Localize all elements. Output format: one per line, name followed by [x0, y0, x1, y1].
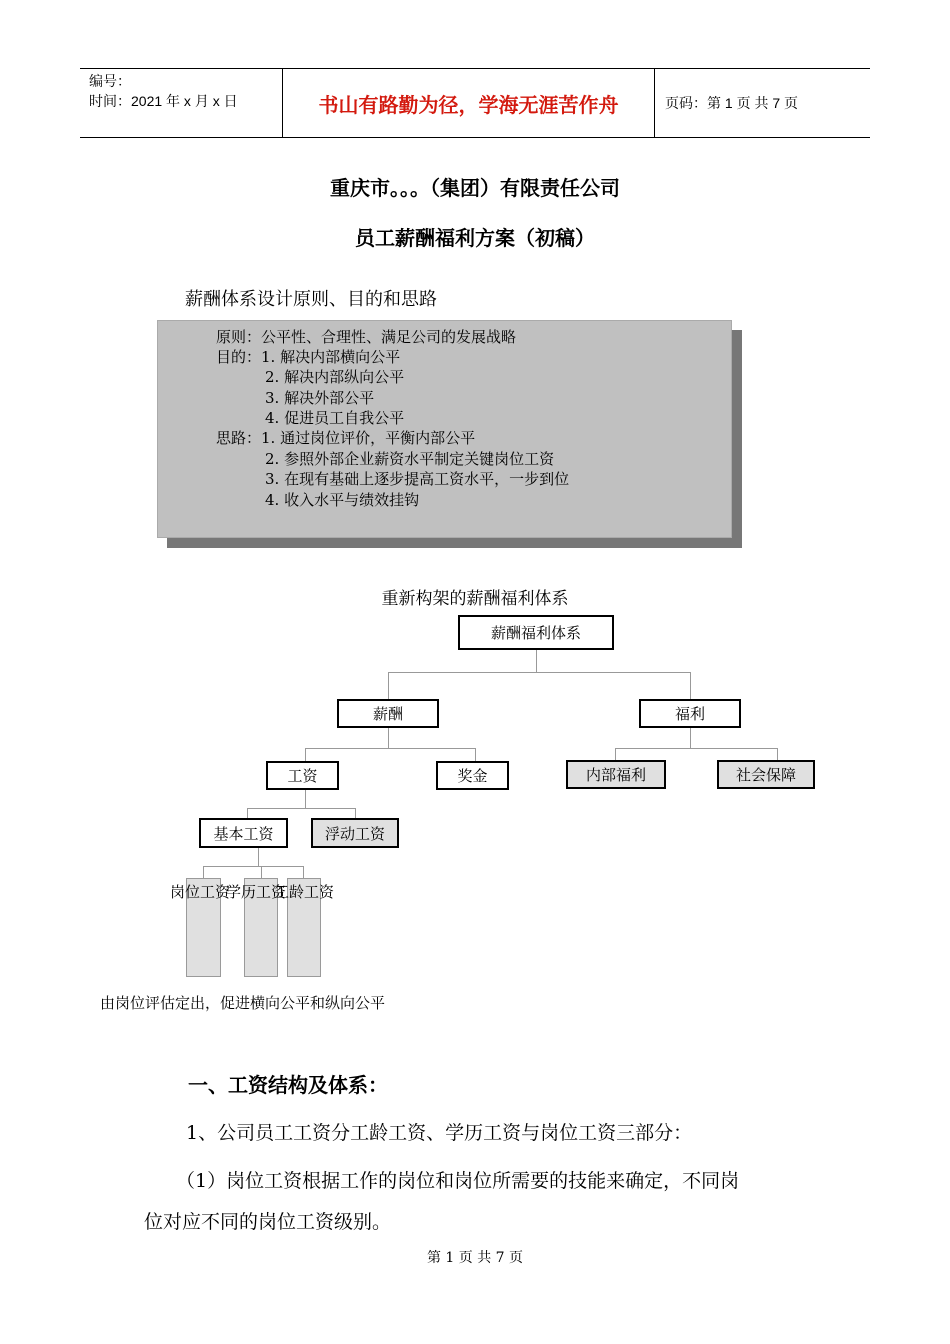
connector-line	[615, 748, 616, 760]
approach-line: 3. 在现有基础上逐步提高工资水平，一步到位	[265, 470, 570, 488]
node-social-security: 社会保障	[717, 760, 815, 789]
node-internal-welfare: 内部福利	[566, 760, 666, 789]
connector-line	[261, 866, 262, 878]
header-motto: 书山有路勤为径，学海无涯苦作舟	[318, 92, 619, 117]
approach-line: 4. 收入水平与绩效挂钩	[265, 491, 420, 509]
connector-line	[388, 672, 389, 699]
approach-line: 2. 参照外部企业薪资水平制定关键岗位工资	[265, 450, 555, 468]
approach-line: 思路：1. 通过岗位评价，平衡内部公平	[216, 429, 476, 447]
goal-line: 目的：1. 解决内部横向公平	[216, 348, 401, 366]
connector-line	[777, 748, 778, 760]
section-heading: 薪酬体系设计原则、目的和思路	[185, 289, 437, 310]
node-bonus: 奖金	[436, 761, 509, 790]
org-chart-title: 重新构架的薪酬福利体系	[381, 589, 569, 609]
header-page-label: 页码：第 1 页 共 7 页	[665, 95, 799, 111]
connector-line	[475, 748, 476, 761]
connector-line	[305, 748, 306, 761]
connector-line	[203, 866, 204, 878]
chart-note: 由岗位评估定出，促进横向公平和纵向公平	[100, 994, 386, 1012]
company-title: 重庆市。。。（集团）有限责任公司	[330, 176, 620, 200]
section-heading-wage-structure: 一、工资结构及体系：	[188, 1073, 388, 1097]
connector-line	[305, 790, 306, 808]
paragraph-2-line-1: （1）岗位工资根据工作的岗位和岗位所需要的技能来确定，不同岗	[176, 1170, 740, 1192]
connector-line	[247, 808, 248, 818]
connector-line	[355, 808, 356, 818]
leaf-label-education-wage: 学历工资	[226, 883, 287, 901]
connector-line	[615, 748, 777, 749]
connector-line	[247, 808, 355, 809]
principle-line: 原则：公平性、合理性、满足公司的发展战略	[216, 328, 517, 346]
node-floating-wage: 浮动工资	[311, 818, 399, 848]
connector-line	[258, 848, 259, 866]
node-base-wage: 基本工资	[199, 818, 288, 848]
connector-line	[690, 728, 691, 748]
node-salary: 薪酬	[337, 699, 439, 728]
node-compensation-system: 薪酬福利体系	[458, 615, 614, 650]
document-title: 员工薪酬福利方案（初稿）	[355, 226, 595, 250]
leaf-label-seniority-wage: 工龄工资	[274, 883, 335, 901]
doc-time-label: 时间：2021 年 x 月 x 日	[89, 93, 238, 109]
paragraph-1: 1、公司员工工资分工龄工资、学历工资与岗位工资三部分：	[186, 1122, 693, 1144]
goal-line: 2. 解决内部纵向公平	[265, 368, 405, 386]
connector-line	[303, 866, 304, 878]
connector-line	[388, 672, 690, 673]
connector-line	[388, 728, 389, 748]
node-welfare: 福利	[639, 699, 741, 728]
header-info-cell	[80, 69, 283, 137]
connector-line	[203, 866, 303, 867]
header-table	[80, 68, 870, 138]
paragraph-2-line-2: 位对应不同的岗位工资级别。	[144, 1211, 392, 1233]
goal-line: 3. 解决外部公平	[265, 389, 375, 407]
leaf-label-position-wage: 岗位工资	[170, 883, 231, 901]
page-footer: 第 1 页 共 7 页	[426, 1250, 524, 1266]
doc-number-label: 编号：	[89, 73, 131, 89]
connector-line	[690, 672, 691, 699]
connector-line	[536, 650, 537, 672]
goal-line: 4. 促进员工自我公平	[265, 409, 405, 427]
node-wage: 工资	[266, 761, 339, 790]
header-page-cell	[654, 69, 871, 137]
connector-line	[305, 748, 475, 749]
